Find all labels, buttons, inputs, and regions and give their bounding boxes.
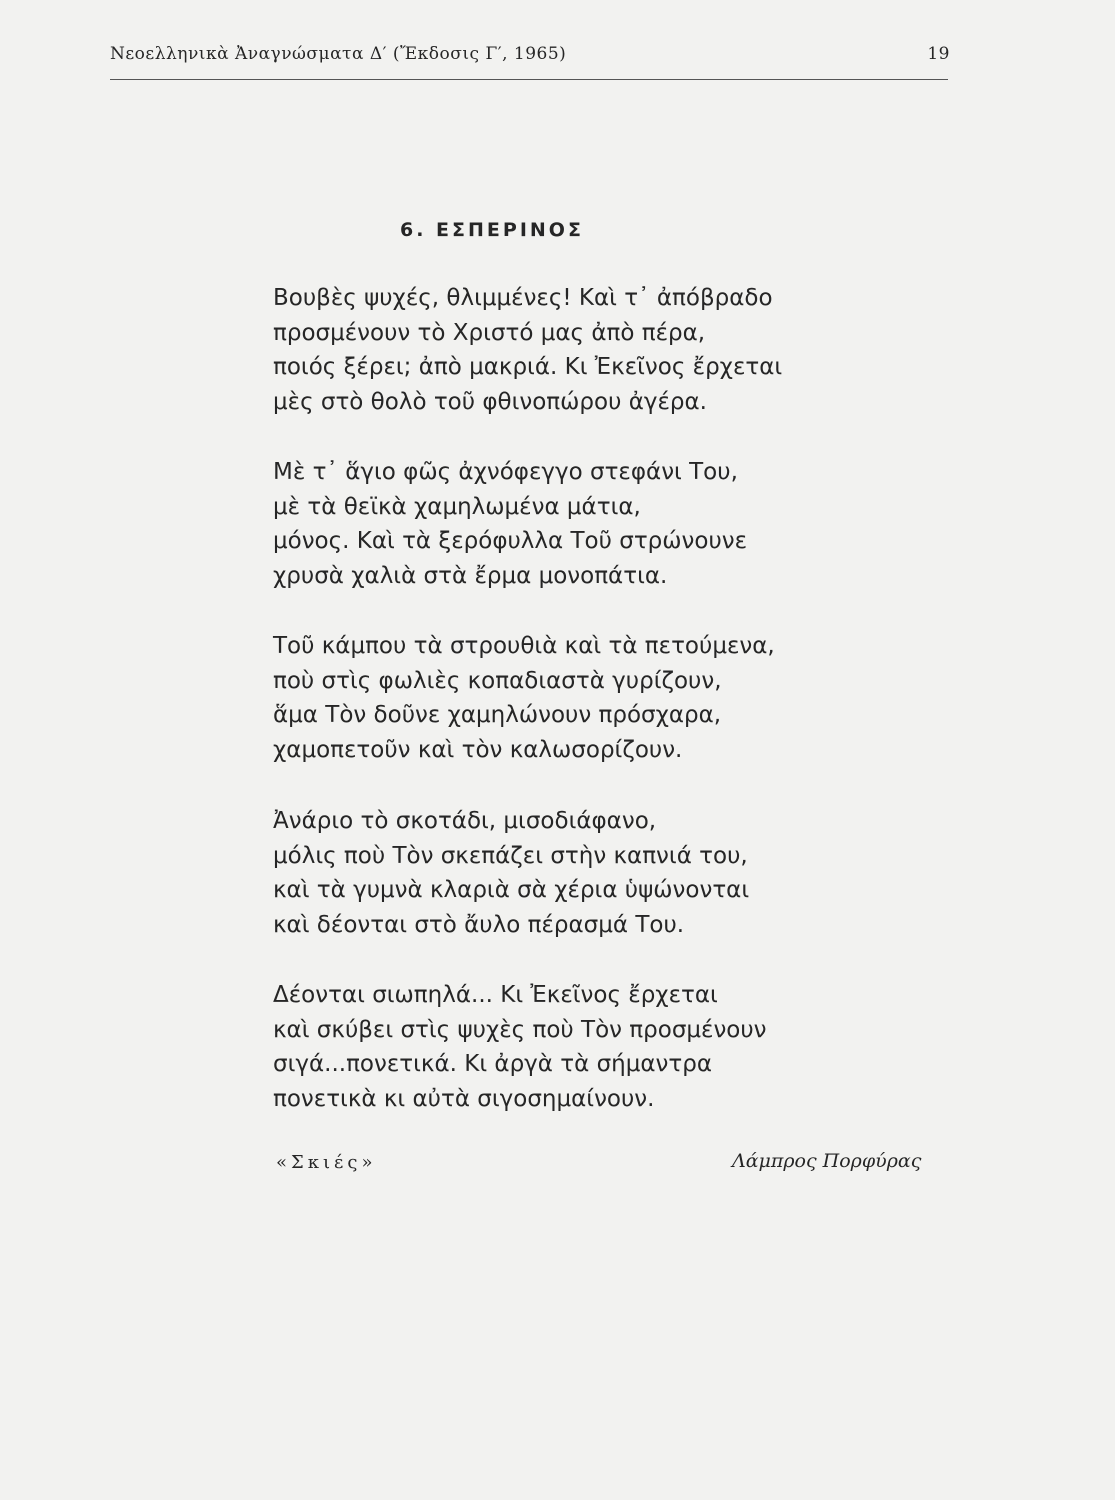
source-collection: «Σκιές» <box>276 1152 377 1173</box>
verse-line: Δέονται σιωπηλά... Κι Ἐκεῖνος ἔρχεται <box>273 982 718 1008</box>
stanza <box>273 629 775 767</box>
verse-line: Ἀνάριο τὸ σκοτάδι, μισοδιάφανο, <box>273 808 657 834</box>
verse-line: πονετικὰ κι αὐτὰ σιγοσημαίνουν. <box>273 1085 655 1112</box>
verse-line: χρυσὰ χαλιὰ στὰ ἔρμα μονοπάτια. <box>273 562 668 589</box>
poem-title: 6. ΕΣΠΕΡΙΝΟΣ <box>400 219 584 241</box>
stanza <box>273 281 782 419</box>
verse-line: μόλις ποὺ Τὸν σκεπάζει στὴν καπνιά του, <box>273 842 748 869</box>
stanza <box>273 804 749 942</box>
verse-line: Βουβὲς ψυχές, θλιμμένες! Καὶ τ᾿ ἀπόβραδο <box>273 285 773 311</box>
verse-line: μὲ τὰ θεϊκὰ χαμηλωμένα μάτια, <box>273 493 641 520</box>
running-title: Νεοελληνικὰ Ἀναγνώσματα Δ′ (Ἔκδοσις Γ′, 1965) <box>110 44 567 64</box>
verse-line: προσμένουν τὸ Χριστό μας ἀπὸ πέρα, <box>273 319 706 346</box>
verse-line: μόνος. Καὶ τὰ ξερόφυλλα Τοῦ στρώνουνε <box>273 528 748 554</box>
verse-line: ποιός ξέρει; ἀπὸ μακριά. Κι Ἐκεῖνος ἔρχεται <box>273 354 783 380</box>
verse-line: χαμοπετοῦν καὶ τὸν καλωσορίζουν. <box>273 736 683 763</box>
verse-line: μὲς στὸ θολὸ τοῦ φθινοπώρου ἀγέρα. <box>273 388 707 415</box>
page-number: 19 <box>927 44 950 64</box>
verse-line: καὶ σκύβει στὶς ψυχὲς ποὺ Τὸν προσμένουν <box>273 1016 767 1043</box>
verse-line: ἅμα Τὸν δοῦνε χαμηλώνουν πρόσχαρα, <box>273 702 722 728</box>
verse-line: καὶ τὰ γυμνὰ κλαριὰ σὰ χέρια ὑψώνονται <box>273 877 750 903</box>
header-rule <box>110 79 948 80</box>
page-header <box>110 44 950 78</box>
verse-line: ποὺ στὶς φωλιὲς κοπαδιαστὰ γυρίζουν, <box>273 667 722 694</box>
stanza <box>273 978 767 1116</box>
verse-line: Μὲ τ᾿ ἅγιο φῶς ἀχνόφεγγο στεφάνι Του, <box>273 459 738 485</box>
verse-line: καὶ δέονται στὸ ἄυλο πέρασμά Του. <box>273 911 685 938</box>
author-name: Λάμπρος Πορφύρας <box>732 1150 922 1172</box>
verse-line: σιγά...πονετικά. Κι ἀργὰ τὰ σήμαντρα <box>273 1051 712 1077</box>
verse-line: Τοῦ κάμπου τὰ στρουθιὰ καὶ τὰ πετούμενα, <box>273 633 775 659</box>
stanza <box>273 455 747 593</box>
